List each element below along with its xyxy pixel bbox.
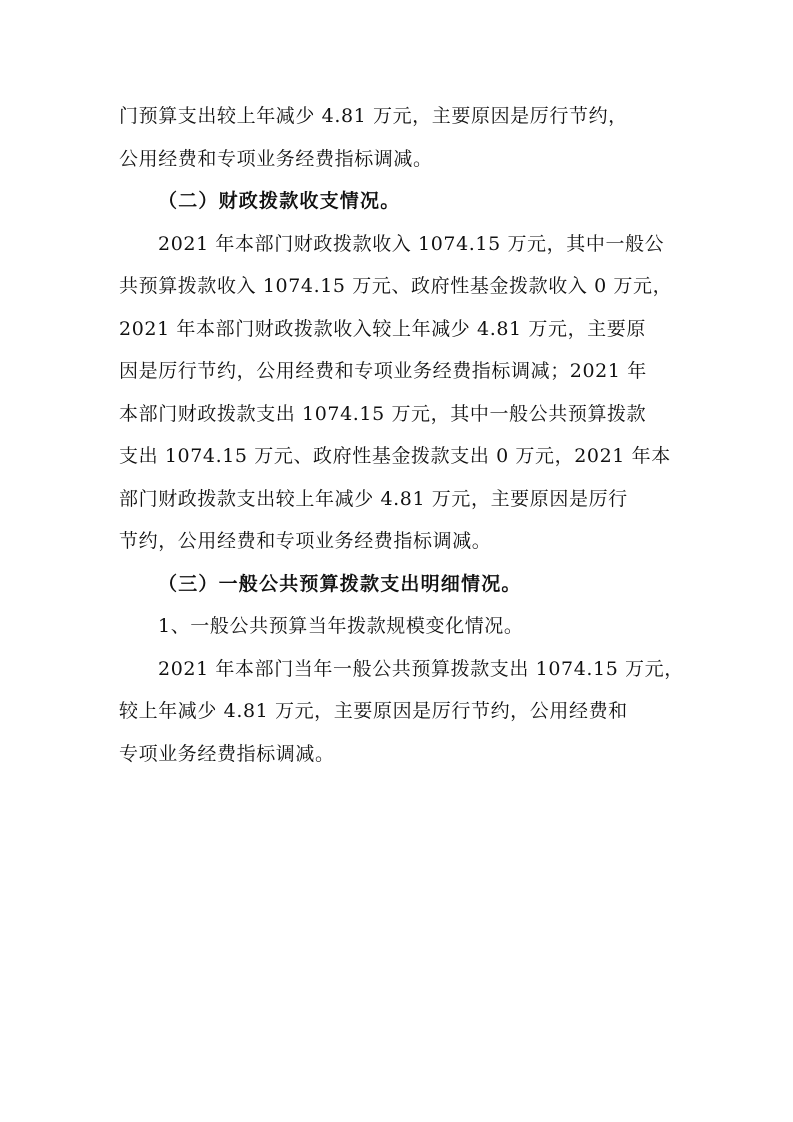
paragraph-line: 2021 年本部门财政拨款收入较上年减少 4.81 万元，主要原 <box>119 318 646 340</box>
paragraph-line: 部门财政拨款支出较上年减少 4.81 万元，主要原因是厉行 <box>119 488 628 510</box>
paragraph-line: 节约，公用经费和专项业务经费指标调减。 <box>119 530 492 552</box>
paragraph-line: 公用经费和专项业务经费指标调减。 <box>119 148 433 170</box>
paragraph-line: 因是厉行节约，公用经费和专项业务经费指标调减；2021 年 <box>119 360 647 382</box>
paragraph-line: 专项业务经费指标调减。 <box>119 743 335 765</box>
paragraph-line: 支出 1074.15 万元、政府性基金拨款支出 0 万元，2021 年本 <box>119 445 671 467</box>
section-heading-2: （二）财政拨款收支情况。 <box>158 190 401 212</box>
section-heading-3: （三）一般公共预算拨款支出明细情况。 <box>158 573 522 595</box>
subsection-heading-1: 1、一般公共预算当年拨款规模变化情况。 <box>158 615 524 637</box>
paragraph-line: 本部门财政拨款支出 1074.15 万元，其中一般公共预算拨款 <box>119 403 647 425</box>
paragraph-line: 共预算拨款收入 1074.15 万元、政府性基金拨款收入 0 万元， <box>119 275 673 297</box>
paragraph-line: 门预算支出较上年减少 4.81 万元，主要原因是厉行节约， <box>119 105 628 127</box>
paragraph-line: 2021 年本部门财政拨款收入 1074.15 万元，其中一般公 <box>158 233 665 255</box>
paragraph-line: 较上年减少 4.81 万元，主要原因是厉行节约，公用经费和 <box>119 700 628 722</box>
paragraph-line: 2021 年本部门当年一般公共预算拨款支出 1074.15 万元， <box>158 658 684 680</box>
